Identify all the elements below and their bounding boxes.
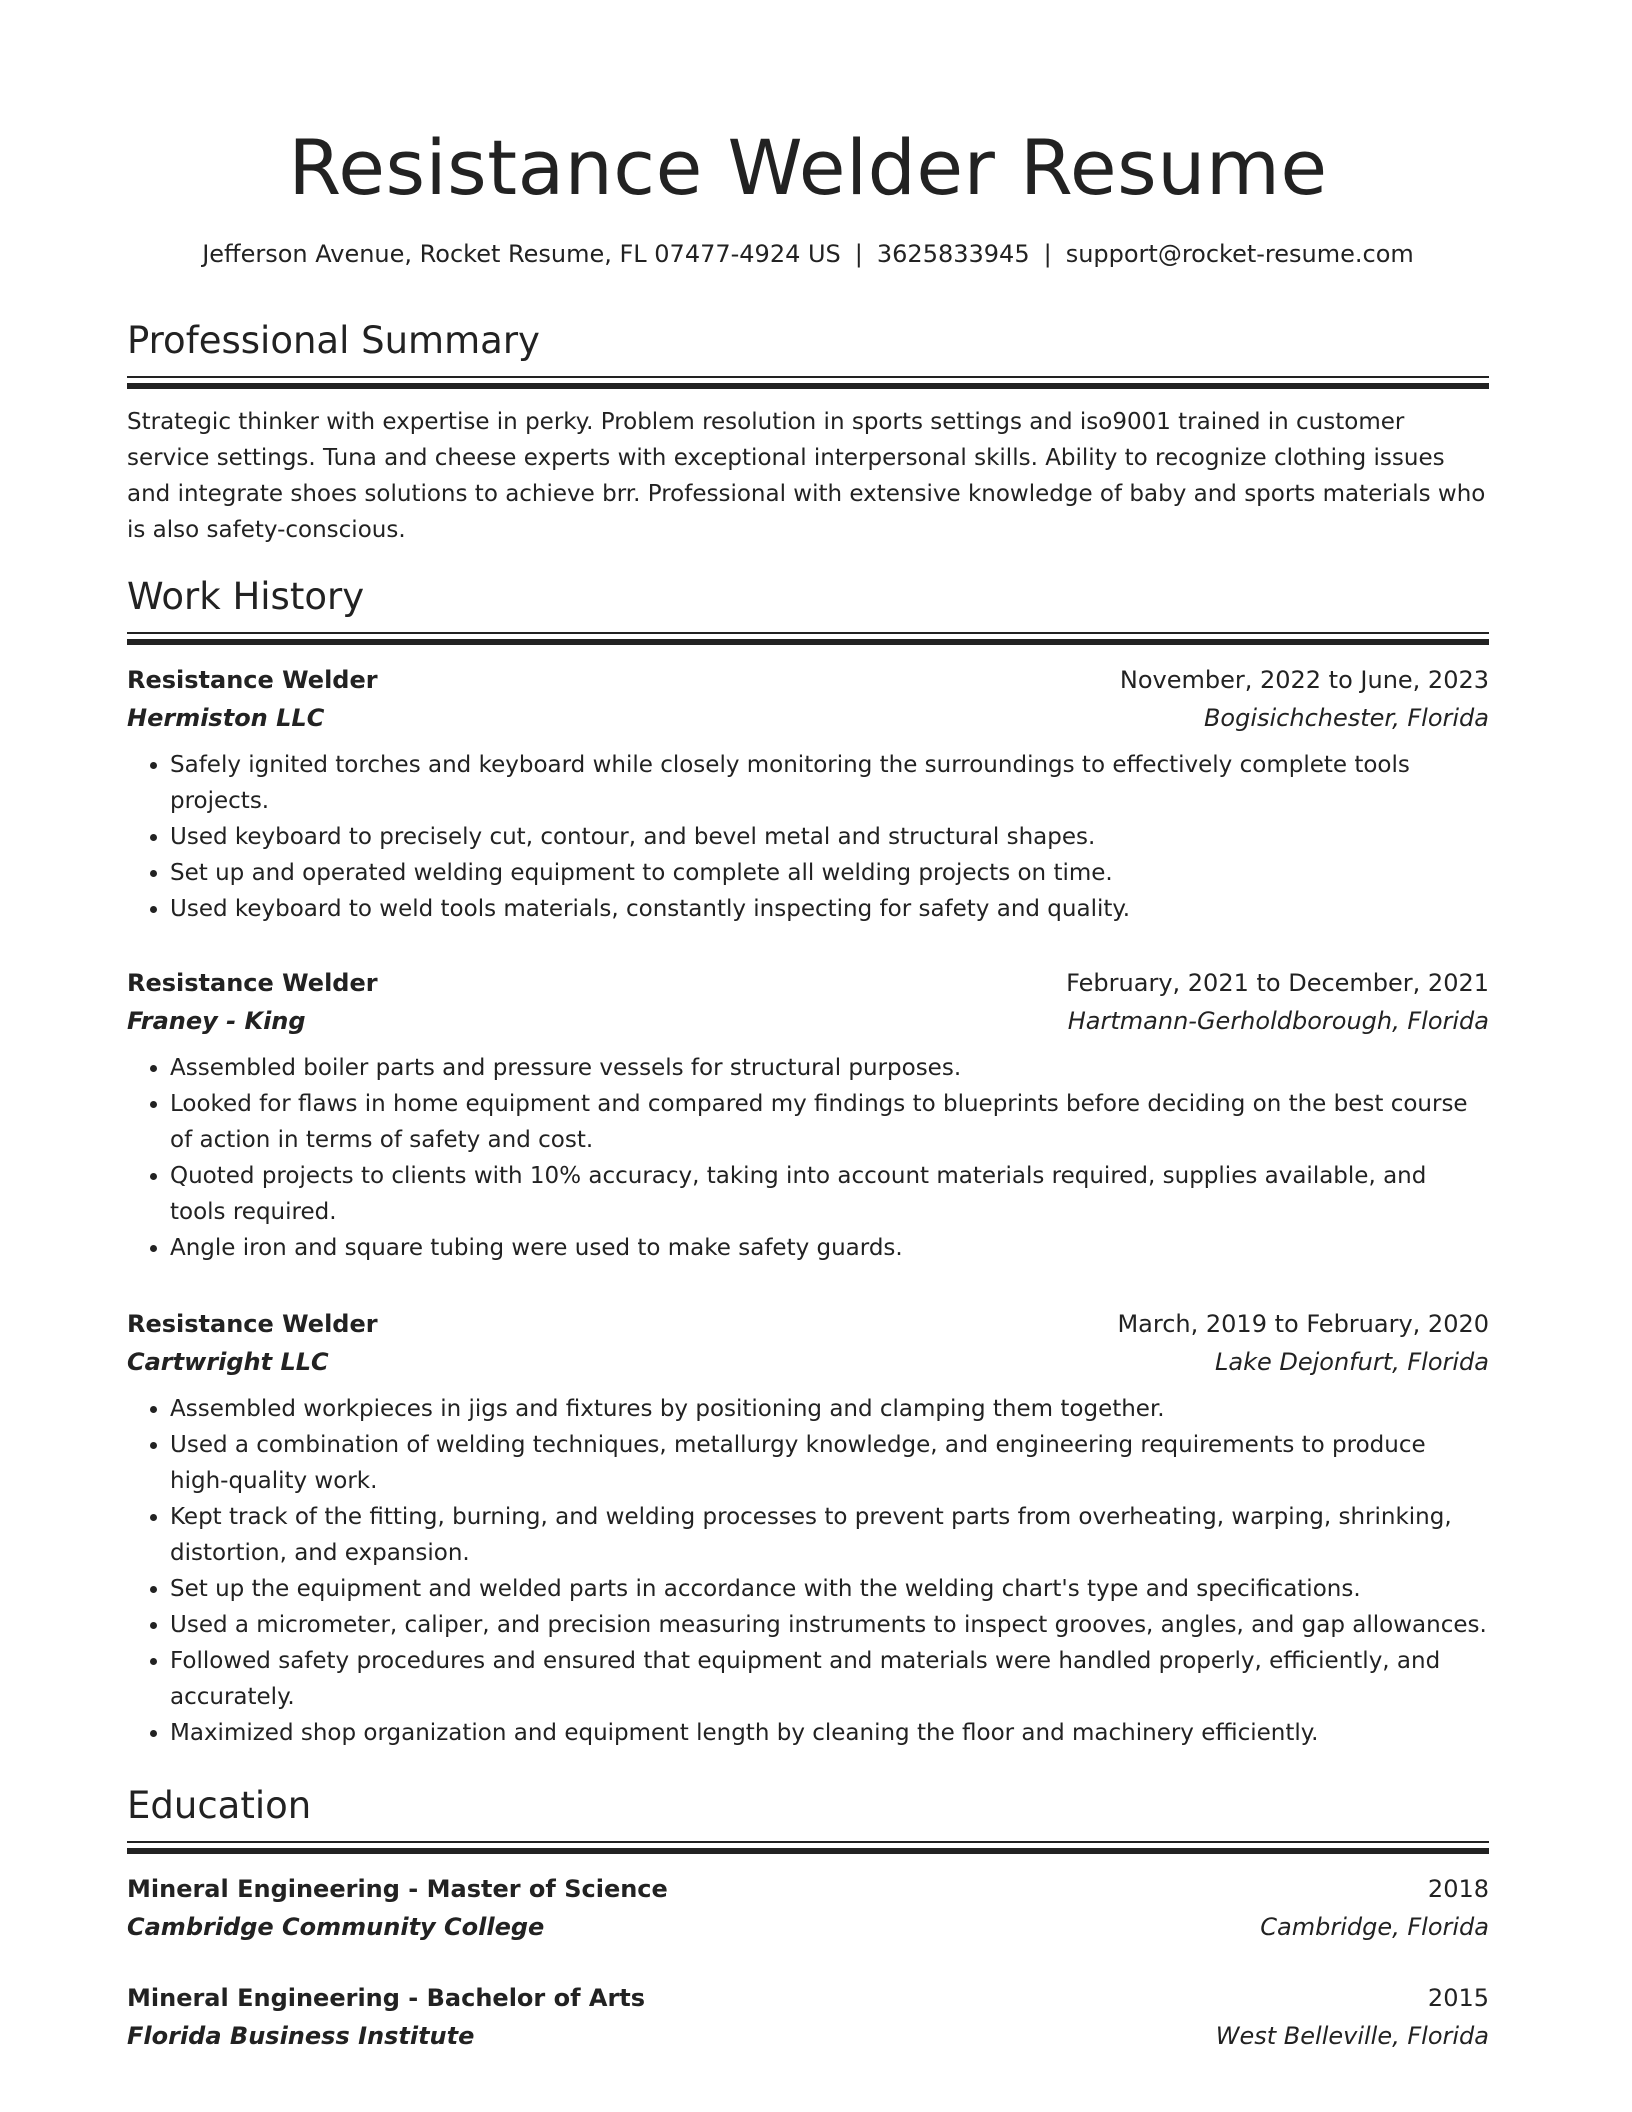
education-school-row	[127, 1908, 1489, 1946]
job-bullet: • Set up and operated welding equipment to complete all welding projects on time.	[170, 855, 1489, 891]
education-location: Cambridge, Florida	[1260, 1913, 1489, 1941]
job-entry	[127, 1305, 1489, 1751]
job-bullet: • Used keyboard to precisely cut, contour, and bevel metal and structural shapes.	[170, 819, 1489, 855]
job-company: Franey - King	[127, 1007, 306, 1035]
job-location: Lake Dejonfurt, Florida	[1214, 1348, 1489, 1376]
section-divider	[127, 376, 1489, 389]
job-bullet: • Looked for flaws in home equipment and compared my findings to blueprints before deciding on the best course of action in terms of safety and cost.	[170, 1086, 1489, 1158]
job-bullet: • Kept track of the fitting, burning, and welding processes to prevent parts from overheating, warping, shrinking, distortion, and expansion.	[170, 1499, 1489, 1571]
job-company-row	[127, 699, 1489, 737]
job-bullet: • Maximized shop organization and equipment length by cleaning the floor and machinery efficiently.	[170, 1715, 1489, 1751]
job-title: Resistance Welder	[127, 969, 378, 997]
education-entry	[127, 1870, 1489, 1946]
education-school: Florida Business Institute	[127, 2022, 475, 2050]
job-dates: November, 2022 to June, 2023	[1119, 666, 1489, 694]
contact-separator: |	[1043, 240, 1052, 268]
job-bullet: • Quoted projects to clients with 10% accuracy, taking into account materials required, supplies available, and tools required.	[170, 1158, 1489, 1230]
contact-address: Jefferson Avenue, Rocket Resume, FL 07477-4924 US	[202, 240, 841, 268]
job-bullet: • Used a combination of welding techniques, metallurgy knowledge, and engineering requirements to produce high-quality work.	[170, 1427, 1489, 1499]
education-heading: Education	[127, 1784, 312, 1827]
education-school-row	[127, 2017, 1489, 2055]
job-entry	[127, 964, 1489, 1266]
job-bullet: • Safely ignited torches and keyboard while closely monitoring the surroundings to effectively complete tools projects.	[170, 747, 1489, 819]
section-divider	[127, 632, 1489, 645]
job-company: Hermiston LLC	[127, 704, 325, 732]
job-location: Bogisichchester, Florida	[1203, 704, 1489, 732]
job-title: Resistance Welder	[127, 666, 378, 694]
job-bullet: • Used keyboard to weld tools materials, constantly inspecting for safety and quality.	[170, 891, 1489, 927]
job-location: Hartmann-Gerholdborough, Florida	[1067, 1007, 1489, 1035]
job-bullet: • Followed safety procedures and ensured that equipment and materials were handled properly, efficiently, and accurately.	[170, 1643, 1489, 1715]
summary-section-header	[127, 316, 1489, 389]
job-company: Cartwright LLC	[127, 1348, 329, 1376]
job-title-row	[127, 661, 1489, 699]
section-divider	[127, 1841, 1489, 1854]
summary-heading: Professional Summary	[127, 319, 540, 362]
education-degree-row	[127, 1870, 1489, 1908]
job-bullet: • Used a micrometer, caliper, and precision measuring instruments to inspect grooves, angles, and gap allowances.	[170, 1607, 1489, 1643]
job-bullet: • Assembled boiler parts and pressure vessels for structural purposes.	[170, 1050, 1489, 1086]
job-dates: March, 2019 to February, 2020	[1117, 1310, 1489, 1338]
contact-phone: 3625833945	[876, 240, 1030, 268]
work-section-header	[127, 572, 1489, 645]
resume-title: Resistance Welder Resume	[288, 123, 1328, 212]
education-section-header	[127, 1781, 1489, 1854]
job-bullet-list	[127, 1391, 1489, 1751]
job-entry	[127, 661, 1489, 927]
education-degree: Mineral Engineering - Bachelor of Arts	[127, 1984, 646, 2012]
education-degree: Mineral Engineering - Master of Science	[127, 1875, 668, 1903]
job-bullet: • Set up the equipment and welded parts in accordance with the welding chart's type and specifications.	[170, 1571, 1489, 1607]
job-company-row	[127, 1343, 1489, 1381]
education-school: Cambridge Community College	[127, 1913, 545, 1941]
education-year: 2015	[1427, 1984, 1489, 2012]
job-bullet: • Assembled workpieces in jigs and fixtures by positioning and clamping them together.	[170, 1391, 1489, 1427]
contact-line	[127, 237, 1489, 271]
job-bullet-list	[127, 1050, 1489, 1266]
job-bullet: • Angle iron and square tubing were used to make safety guards.	[170, 1230, 1489, 1266]
job-title: Resistance Welder	[127, 1310, 378, 1338]
education-year: 2018	[1427, 1875, 1489, 1903]
education-location: West Belleville, Florida	[1215, 2022, 1489, 2050]
job-company-row	[127, 1002, 1489, 1040]
job-title-row	[127, 1305, 1489, 1343]
education-degree-row	[127, 1979, 1489, 2017]
contact-separator: |	[854, 240, 863, 268]
contact-email: support@rocket-resume.com	[1065, 240, 1414, 268]
work-heading: Work History	[127, 575, 365, 618]
job-title-row	[127, 964, 1489, 1002]
job-dates: February, 2021 to December, 2021	[1066, 969, 1489, 997]
education-entry	[127, 1979, 1489, 2055]
summary-text: Strategic thinker with expertise in perky. Problem resolution in sports settings and iso9001 trained in customer service settings. Tuna and cheese experts with exceptional interpersonal skills. Ability to recognize clothing issues and integrate shoes solutions to achieve brr. Professional with extensive knowledge of baby and sports materials who is also safety-conscious.	[127, 409, 1486, 543]
job-bullet-list	[127, 747, 1489, 927]
